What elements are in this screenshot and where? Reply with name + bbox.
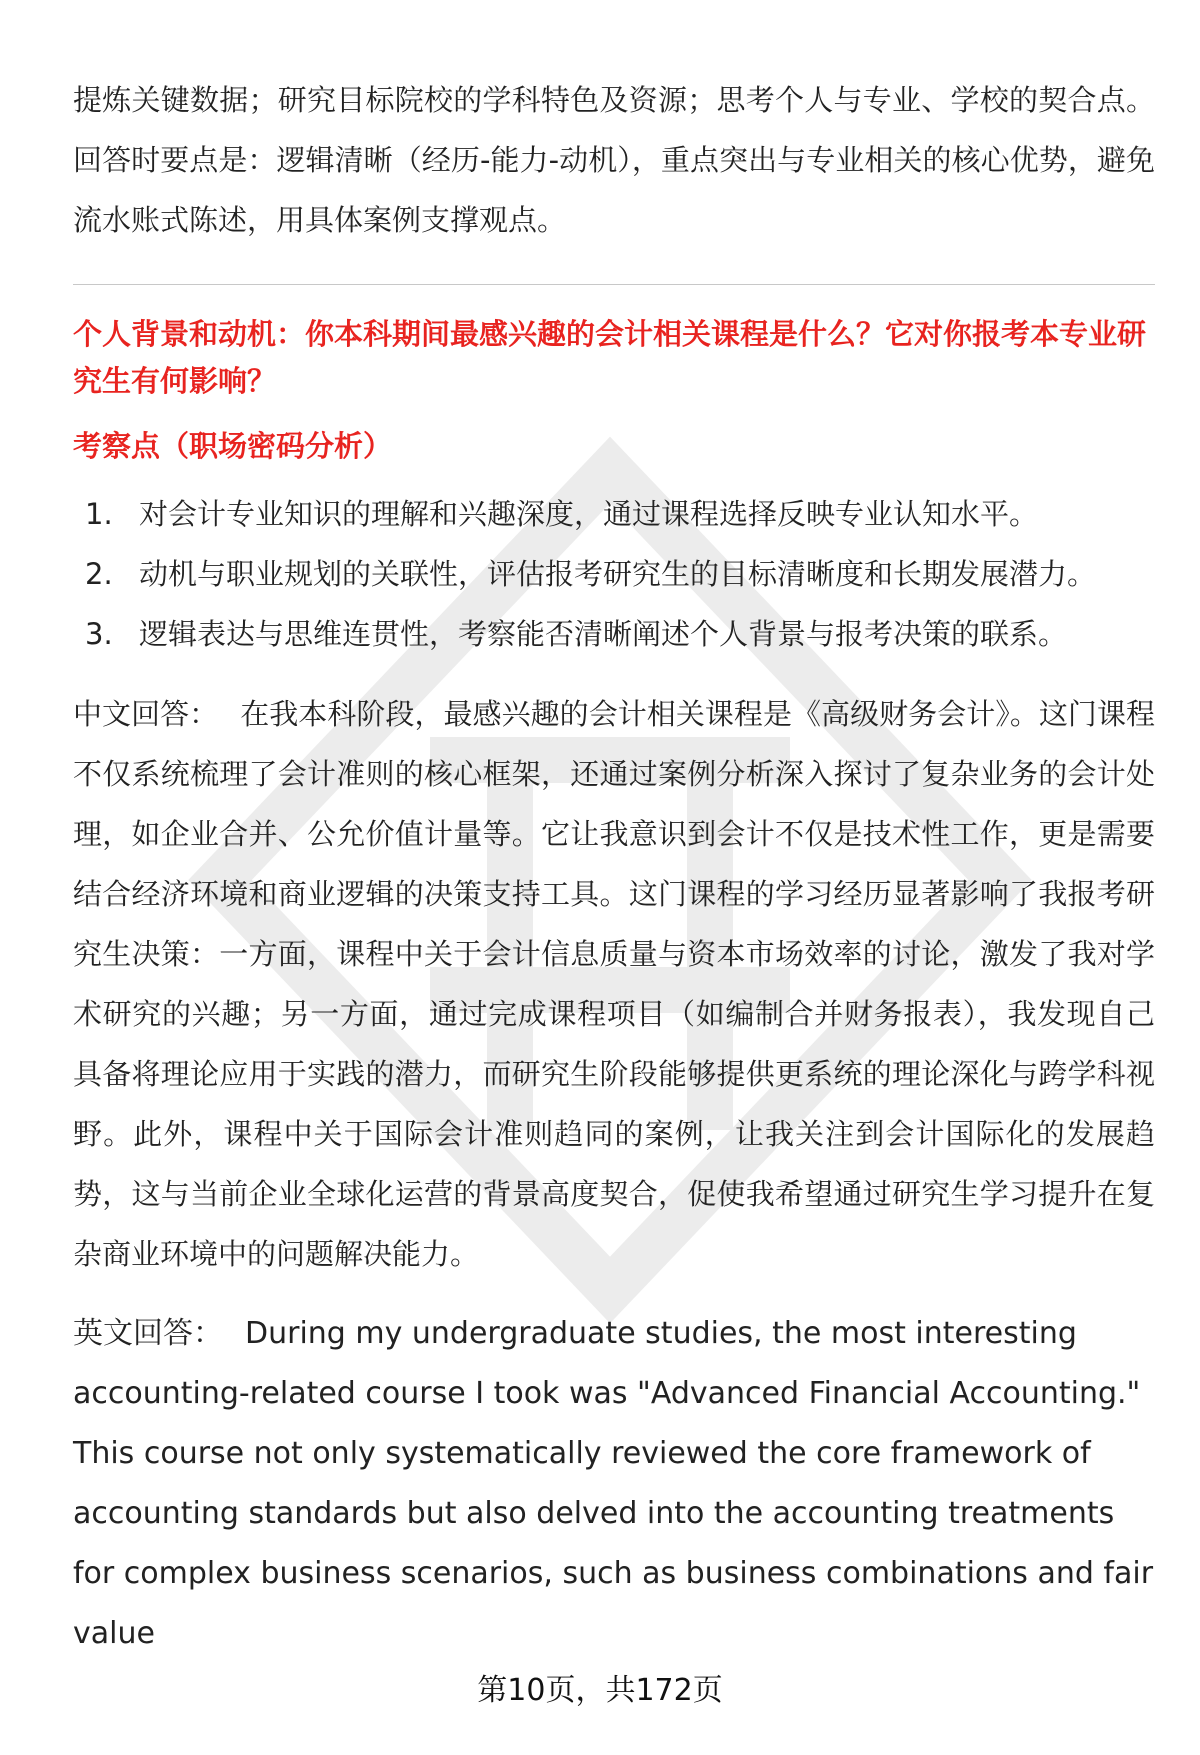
list-item-text: 对会计专业知识的理解和兴趣深度，通过课程选择反映专业认知水平。	[139, 497, 1039, 531]
question-heading: 个人背景和动机：你本科期间最感兴趣的会计相关课程是什么？它对你报考本专业研究生有何影响？	[73, 317, 1147, 398]
intro-paragraph: 提炼关键数据；研究目标院校的学科特色及资源；思考个人与专业、学校的契合点。回答时要点是：逻辑清晰（经历-能力-动机），重点突出与专业相关的核心优势，避免流水账式陈述，用具体案例支撑观点。	[73, 83, 1155, 237]
english-answer	[73, 1304, 1155, 1664]
list-item-number: 2.	[85, 557, 113, 591]
list-item	[73, 544, 1155, 604]
chinese-answer-text: 在我本科阶段，最感兴趣的会计相关课程是《高级财务会计》。这门课程不仅系统梳理了会计准则的核心框架，还通过案例分析深入探讨了复杂业务的会计处理，如企业合并、公允价值计量等。它让我意识到会计不仅是技术性工作，更是需要结合经济环境和商业逻辑的决策支持工具。这门课程的学习经历显著影响了我报考研究生决策：一方面，课程中关于会计信息质量与资本市场效率的讨论，激发了我对学术研究的兴趣；另一方面，通过完成课程项目（如编制合并财务报表），我发现自己具备将理论应用于实践的潜力，而研究生阶段能够提供更系统的理论深化与跨学科视野。此外，课程中关于国际会计准则趋同的案例，让我关注到会计国际化的发展趋势，这与当前企业全球化运营的背景高度契合，促使我希望通过研究生学习提升在复杂商业环境中的问题解决能力。	[73, 697, 1155, 1271]
list-item-text: 动机与职业规划的关联性，评估报考研究生的目标清晰度和长期发展潜力。	[139, 557, 1097, 591]
chinese-answer-label: 中文回答：	[73, 697, 219, 731]
list-item	[73, 604, 1155, 664]
list-item	[73, 484, 1155, 544]
english-answer-label: 英文回答：	[73, 1316, 223, 1351]
page-number: 第10页，共172页	[477, 1673, 723, 1708]
section-divider	[73, 284, 1155, 285]
chinese-answer	[73, 684, 1155, 1284]
list-item-number: 3.	[85, 617, 113, 651]
list-item-number: 1.	[85, 497, 113, 531]
english-answer-text: During my undergraduate studies, the most interesting accounting-related course I took was "Advanced Financial Accounting." This course not only systematically reviewed the core framework of accounting standards but also delved into the accounting treatments for complex business scenarios, such as business combinations and fair value	[73, 1316, 1154, 1651]
assessment-points-list	[73, 484, 1155, 664]
page-content	[73, 70, 1155, 1664]
list-item-text: 逻辑表达与思维连贯性，考察能否清晰阐述个人背景与报考决策的联系。	[139, 617, 1068, 651]
assessment-points-label: 考察点（职场密码分析）	[73, 429, 393, 463]
